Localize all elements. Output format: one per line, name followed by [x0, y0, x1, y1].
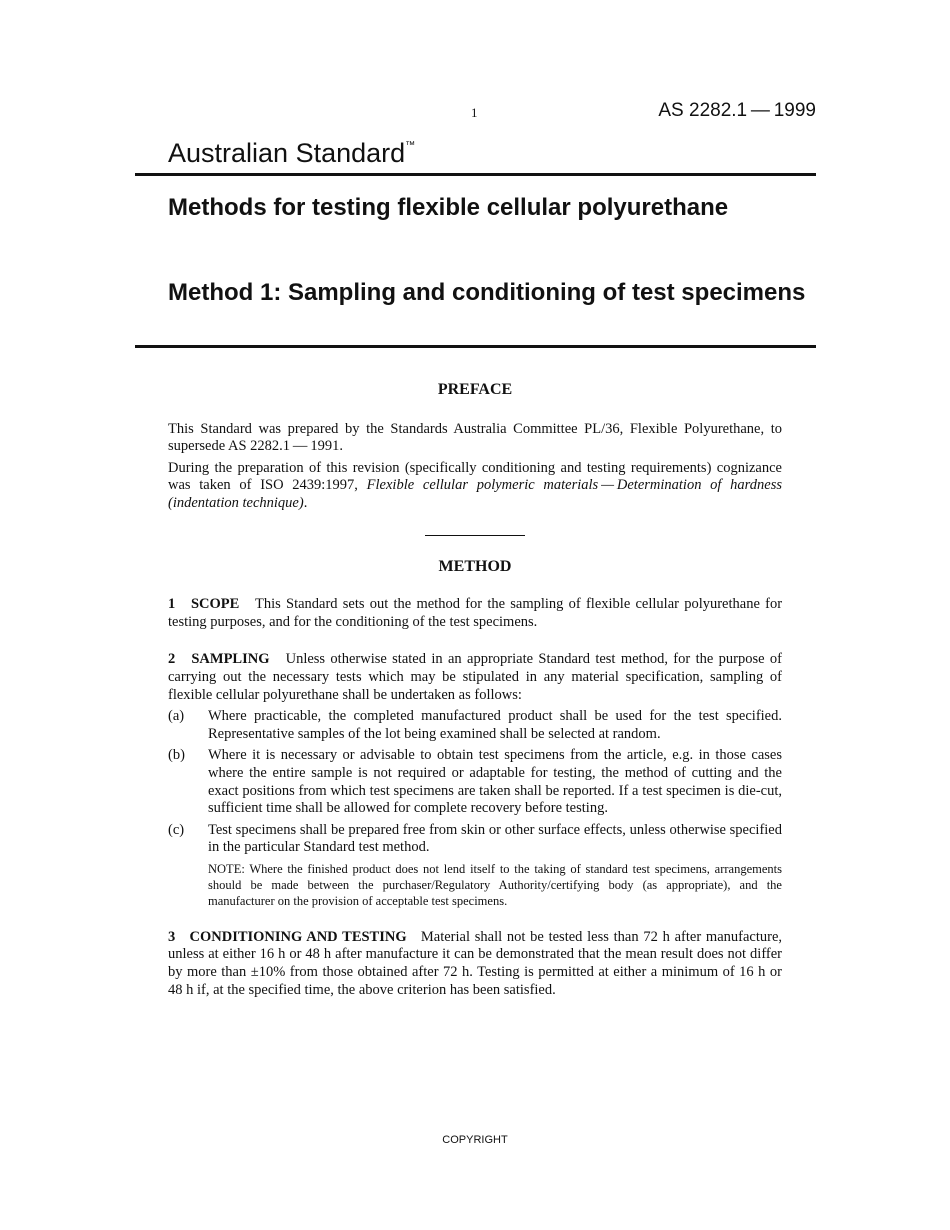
standard-code: AS 2282.1 — 1999: [658, 100, 816, 121]
brand-text: Australian Standard: [168, 138, 406, 168]
preface-paragraph-2-end: .: [303, 494, 308, 511]
list-label: (b): [168, 747, 185, 764]
copyright-footer: COPYRIGHT: [442, 1134, 508, 1146]
list-text: Where it is necessary or advisable to obtain test specimens from the article, e.g. in those cases where the entire sample is not required or adaptable for testing, the method of cutting and the exact positions from which test specimens are taken shall be reported. If a test specimen is die-cut, sufficient time shall be allowed for complete recovery before testing.: [208, 747, 782, 817]
document-title: Methods for testing flexible cellular polyurethane: [168, 194, 729, 221]
clause-number: 3: [168, 928, 176, 945]
list-label: (c): [168, 821, 185, 838]
clause-sampling: [168, 651, 782, 704]
top-rule: [135, 173, 816, 176]
referenced-standard-title: Flexible cellular polymeric materials — Determination of hardness (indentation technique): [168, 477, 782, 511]
list-item: [168, 822, 782, 857]
bottom-rule: [135, 345, 816, 348]
clause-heading: SCOPE: [190, 596, 240, 613]
document-body: [168, 381, 782, 999]
clause-text: This Standard sets out the method for the sampling of flexible cellular polyurethane for testing purposes, and for the conditioning of the test specimens.: [168, 596, 783, 630]
page-number: 1: [471, 105, 478, 120]
list-item: [168, 708, 782, 743]
list-label: (a): [168, 708, 185, 725]
clause-heading: SAMPLING: [191, 651, 270, 668]
list-item: [168, 747, 782, 817]
list-text: Where practicable, the completed manufactured product shall be used for the test specified. Representative samples of the lot being examined shall be selected at random.: [208, 708, 782, 742]
brand-title: [168, 138, 415, 169]
method-title: Method 1: Sampling and conditioning of test specimens: [168, 279, 806, 306]
clause-text: Unless otherwise stated in an appropriate Standard test method, for the purpose of carrying out the necessary tests which may be stipulated in any material specification, sampling of flexible cellular polyurethane shall be undertaken as follows:: [168, 651, 783, 703]
preface-paragraph-2-start: During the preparation of this revision (specifically conditioning and testing requirements) cognizance was taken of ISO 2439:1997,: [168, 459, 782, 494]
clause-text: Material shall not be tested less than 72 h after manufacture, unless at either 16 h or 48 h after manufacture it can be demonstrated that the mean result does not differ by more than ±10% from those obtained after 72 h. Testing is permitted at either a minimum of 16 h or 48 h if, at the specified time, the above criterion has been satisfied.: [168, 928, 783, 998]
preface-paragraph-1: This Standard was prepared by the Standards Australia Committee PL/36, Flexible Polyurethane, to supersede AS 2282.1 — 1991.: [168, 420, 782, 455]
preface-heading: PREFACE: [437, 381, 513, 398]
clause-scope: [168, 596, 782, 631]
method-heading: METHOD: [438, 557, 512, 575]
clause-number: 2: [168, 651, 176, 668]
list-text: Test specimens shall be prepared free from skin or other surface effects, unless otherwise specified in the particular Standard test method.: [208, 821, 782, 856]
preface-paragraph-2: [168, 460, 782, 513]
section-divider: [425, 535, 525, 536]
clause-number: 1: [168, 596, 176, 613]
clause-conditioning: [168, 929, 782, 999]
sampling-note: NOTE: Where the finished product does not lend itself to the taking of standard test specimens, arrangements should be made between the purchaser/Regulatory Authority/certifying body (as appropriate), and the manufacturer on the provision of acceptable test specimens.: [208, 861, 782, 908]
trademark-symbol: ™: [405, 140, 416, 151]
clause-heading: CONDITIONING AND TESTING: [189, 928, 407, 945]
